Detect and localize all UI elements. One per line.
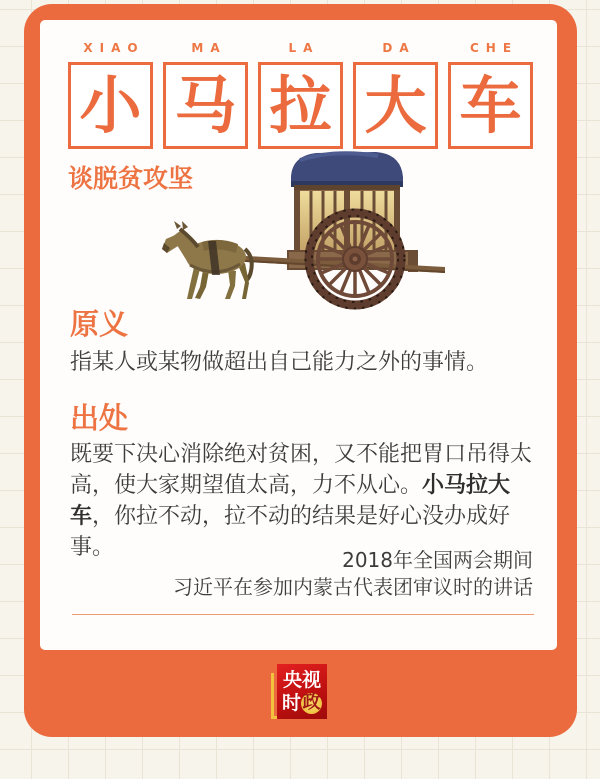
- pinyin-la: LA: [288, 41, 320, 55]
- logo-char-zheng: 政: [302, 692, 321, 713]
- title-char-box: 大: [353, 62, 438, 149]
- divider-line: [72, 614, 534, 615]
- logo-row1: 央视: [282, 668, 321, 691]
- pinyin-ma: MA: [191, 41, 227, 55]
- source-body-post: ，你拉不动，拉不动的结果是好心没办成好事。: [70, 504, 511, 560]
- pinyin-row: [68, 41, 533, 55]
- orange-frame: [24, 4, 577, 737]
- horse-cart-illustration: [150, 147, 450, 313]
- title-boxes: [68, 62, 533, 149]
- logo-row2: [282, 692, 322, 715]
- logo-char-shi: 时: [281, 691, 301, 714]
- source-body-bold: 小马拉大车: [70, 473, 511, 529]
- meaning-heading: 原义: [70, 307, 129, 341]
- pinyin-da: DA: [382, 41, 416, 55]
- pinyin-che: CHE: [469, 41, 519, 55]
- title-char-box: 车: [448, 62, 533, 149]
- title-char-box: 马: [163, 62, 248, 149]
- attribution-line2: 习近平在参加内蒙古代表团审议时的讲话: [173, 575, 533, 599]
- subtitle: 谈脱贫攻坚: [68, 164, 194, 193]
- title-char-box: 拉: [258, 62, 343, 149]
- horse: [162, 221, 252, 299]
- source-heading: 出处: [70, 401, 129, 435]
- source-body: [70, 439, 532, 563]
- attribution-line1: 2018年全国两会期间: [342, 548, 533, 572]
- logo-red-square: [277, 664, 327, 719]
- attribution: [173, 547, 533, 601]
- content-card: [40, 20, 557, 650]
- title-char-box: 小: [68, 62, 153, 149]
- cctv-politics-logo: [271, 664, 329, 723]
- pinyin-xiao: XIAO: [83, 41, 145, 55]
- meaning-body: 指某人或某物做超出自己能力之外的事情。: [70, 350, 489, 375]
- cart-wheel: [306, 210, 405, 309]
- source-body-pre: 既要下决心消除绝对贫困，又不能把胃口吊得太高，使大家期望值太高，力不从心。: [70, 442, 533, 498]
